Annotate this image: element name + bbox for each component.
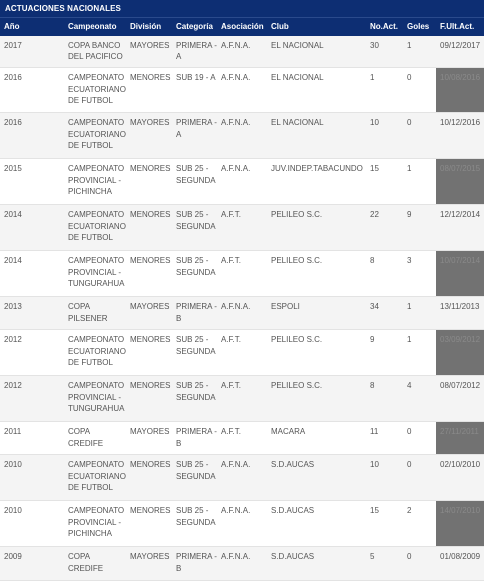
col-header-division[interactable]: División — [126, 18, 172, 36]
cell-categoria: PRIMERA - A — [172, 36, 217, 68]
cell-campeonato: COPA CREDIFE — [64, 547, 126, 581]
cell-division: MENORES — [126, 376, 172, 422]
cell-campeonato: CAMPEONATO ECUATORIANO DE FUTBOL — [64, 455, 126, 501]
table-row[interactable] — [0, 159, 484, 205]
table-row[interactable] — [0, 205, 484, 251]
cell-fecha: 10/12/2016 — [436, 113, 484, 159]
cell-division: MAYORES — [126, 422, 172, 455]
table-row[interactable] — [0, 547, 484, 581]
cell-goles: 0 — [403, 422, 436, 455]
cell-division: MAYORES — [126, 36, 172, 68]
cell-goles: 0 — [403, 113, 436, 159]
table-row[interactable] — [0, 422, 484, 455]
cell-fecha: 27/11/2011 — [436, 422, 484, 455]
cell-fecha: 03/09/2012 — [436, 330, 484, 376]
cell-asociacion: A.F.N.A. — [217, 501, 267, 547]
cell-club: ESPOLI — [267, 297, 366, 330]
cell-categoria: PRIMERA - B — [172, 547, 217, 581]
table-row[interactable] — [0, 330, 484, 376]
cell-campeonato: CAMPEONATO PROVINCIAL - TUNGURAHUA — [64, 376, 126, 422]
table-row[interactable] — [0, 376, 484, 422]
cell-year: 2013 — [0, 297, 64, 330]
cell-division: MENORES — [126, 455, 172, 501]
col-header-campeonato[interactable]: Campeonato — [64, 18, 126, 36]
cell-club: PELILEO S.C. — [267, 251, 366, 297]
cell-goles: 2 — [403, 501, 436, 547]
cell-no-act: 30 — [366, 36, 403, 68]
cell-year: 2017 — [0, 36, 64, 68]
cell-goles: 0 — [403, 455, 436, 501]
cell-year: 2016 — [0, 113, 64, 159]
cell-club: S.D.AUCAS — [267, 501, 366, 547]
cell-club: S.D.AUCAS — [267, 547, 366, 581]
cell-campeonato: CAMPEONATO ECUATORIANO DE FUTBOL — [64, 205, 126, 251]
cell-asociacion: A.F.N.A. — [217, 113, 267, 159]
cell-asociacion: A.F.T. — [217, 376, 267, 422]
cell-no-act: 15 — [366, 159, 403, 205]
actuaciones-table — [0, 17, 484, 581]
cell-categoria: SUB 19 - A — [172, 68, 217, 113]
cell-year: 2010 — [0, 455, 64, 501]
cell-no-act: 15 — [366, 501, 403, 547]
cell-campeonato: CAMPEONATO PROVINCIAL - PICHINCHA — [64, 159, 126, 205]
cell-fecha: 14/07/2010 — [436, 501, 484, 547]
cell-goles: 3 — [403, 251, 436, 297]
section-title: ACTUACIONES NACIONALES — [0, 0, 484, 17]
cell-campeonato: COPA PILSENER — [64, 297, 126, 330]
cell-year: 2009 — [0, 547, 64, 581]
cell-goles: 1 — [403, 36, 436, 68]
cell-no-act: 8 — [366, 376, 403, 422]
cell-year: 2014 — [0, 205, 64, 251]
cell-no-act: 10 — [366, 113, 403, 159]
cell-goles: 1 — [403, 297, 436, 330]
cell-year: 2010 — [0, 501, 64, 547]
cell-categoria: PRIMERA - B — [172, 422, 217, 455]
table-row[interactable] — [0, 113, 484, 159]
cell-club: PELILEO S.C. — [267, 205, 366, 251]
cell-asociacion: A.F.T. — [217, 205, 267, 251]
cell-club: MACARA — [267, 422, 366, 455]
cell-campeonato: CAMPEONATO ECUATORIANO DE FUTBOL — [64, 330, 126, 376]
cell-division: MAYORES — [126, 297, 172, 330]
cell-goles: 0 — [403, 68, 436, 113]
cell-division: MAYORES — [126, 547, 172, 581]
cell-campeonato: CAMPEONATO PROVINCIAL - PICHINCHA — [64, 501, 126, 547]
cell-categoria: SUB 25 - SEGUNDA — [172, 376, 217, 422]
cell-fecha: 01/08/2009 — [436, 547, 484, 581]
col-header-no-act[interactable]: No.Act. — [366, 18, 403, 36]
cell-club: EL NACIONAL — [267, 68, 366, 113]
cell-year: 2012 — [0, 330, 64, 376]
cell-asociacion: A.F.T. — [217, 330, 267, 376]
cell-no-act: 5 — [366, 547, 403, 581]
cell-categoria: SUB 25 - SEGUNDA — [172, 251, 217, 297]
col-header-goles[interactable]: Goles — [403, 18, 436, 36]
cell-goles: 4 — [403, 376, 436, 422]
col-header-asociacion[interactable]: Asociación — [217, 18, 267, 36]
cell-division: MENORES — [126, 330, 172, 376]
cell-campeonato: CAMPEONATO ECUATORIANO DE FUTBOL — [64, 68, 126, 113]
cell-goles: 1 — [403, 159, 436, 205]
cell-division: MENORES — [126, 251, 172, 297]
col-header-fecha[interactable]: F.Ult.Act. — [436, 18, 484, 36]
cell-no-act: 10 — [366, 455, 403, 501]
table-row[interactable] — [0, 501, 484, 547]
cell-asociacion: A.F.N.A. — [217, 159, 267, 205]
cell-goles: 1 — [403, 330, 436, 376]
cell-categoria: PRIMERA - B — [172, 297, 217, 330]
cell-asociacion: A.F.N.A. — [217, 36, 267, 68]
cell-asociacion: A.F.N.A. — [217, 547, 267, 581]
cell-year: 2015 — [0, 159, 64, 205]
cell-asociacion: A.F.N.A. — [217, 297, 267, 330]
table-header-row — [0, 18, 484, 36]
cell-asociacion: A.F.T. — [217, 422, 267, 455]
cell-campeonato: CAMPEONATO ECUATORIANO DE FUTBOL — [64, 113, 126, 159]
cell-division: MENORES — [126, 68, 172, 113]
cell-categoria: SUB 25 - SEGUNDA — [172, 330, 217, 376]
cell-asociacion: A.F.N.A. — [217, 68, 267, 113]
cell-goles: 9 — [403, 205, 436, 251]
cell-year: 2016 — [0, 68, 64, 113]
cell-categoria: PRIMERA - A — [172, 113, 217, 159]
cell-categoria: SUB 25 - SEGUNDA — [172, 205, 217, 251]
cell-division: MAYORES — [126, 113, 172, 159]
cell-asociacion: A.F.T. — [217, 251, 267, 297]
cell-campeonato: CAMPEONATO PROVINCIAL - TUNGURAHUA — [64, 251, 126, 297]
cell-campeonato: COPA BANCO DEL PACIFICO — [64, 36, 126, 68]
cell-division: MENORES — [126, 159, 172, 205]
cell-division: MENORES — [126, 205, 172, 251]
cell-asociacion: A.F.N.A. — [217, 455, 267, 501]
cell-categoria: SUB 25 - SEGUNDA — [172, 455, 217, 501]
cell-year: 2011 — [0, 422, 64, 455]
cell-club: S.D.AUCAS — [267, 455, 366, 501]
col-header-categoria[interactable]: Categoría — [172, 18, 217, 36]
cell-fecha: 09/12/2017 — [436, 36, 484, 68]
cell-campeonato: COPA CREDIFE — [64, 422, 126, 455]
cell-division: MENORES — [126, 501, 172, 547]
cell-year: 2014 — [0, 251, 64, 297]
table-row[interactable] — [0, 36, 484, 68]
cell-club: PELILEO S.C. — [267, 330, 366, 376]
cell-no-act: 11 — [366, 422, 403, 455]
cell-fecha: 10/08/2016 — [436, 68, 484, 113]
table-row[interactable] — [0, 251, 484, 297]
cell-no-act: 8 — [366, 251, 403, 297]
cell-categoria: SUB 25 - SEGUNDA — [172, 501, 217, 547]
table-row[interactable] — [0, 68, 484, 113]
cell-no-act: 22 — [366, 205, 403, 251]
table-row[interactable] — [0, 297, 484, 330]
col-header-club[interactable]: Club — [267, 18, 366, 36]
cell-year: 2012 — [0, 376, 64, 422]
cell-club: PELILEO S.C. — [267, 376, 366, 422]
table-row[interactable] — [0, 455, 484, 501]
cell-club: EL NACIONAL — [267, 113, 366, 159]
cell-fecha: 08/07/2012 — [436, 376, 484, 422]
cell-fecha: 12/12/2014 — [436, 205, 484, 251]
cell-categoria: SUB 25 - SEGUNDA — [172, 159, 217, 205]
cell-no-act: 9 — [366, 330, 403, 376]
col-header-year[interactable]: Año — [0, 18, 64, 36]
cell-club: JUV.INDEP.TABACUNDO — [267, 159, 366, 205]
cell-goles: 0 — [403, 547, 436, 581]
cell-fecha: 10/07/2014 — [436, 251, 484, 297]
cell-fecha: 08/07/2015 — [436, 159, 484, 205]
cell-no-act: 1 — [366, 68, 403, 113]
cell-fecha: 02/10/2010 — [436, 455, 484, 501]
cell-club: EL NACIONAL — [267, 36, 366, 68]
cell-no-act: 34 — [366, 297, 403, 330]
cell-fecha: 13/11/2013 — [436, 297, 484, 330]
